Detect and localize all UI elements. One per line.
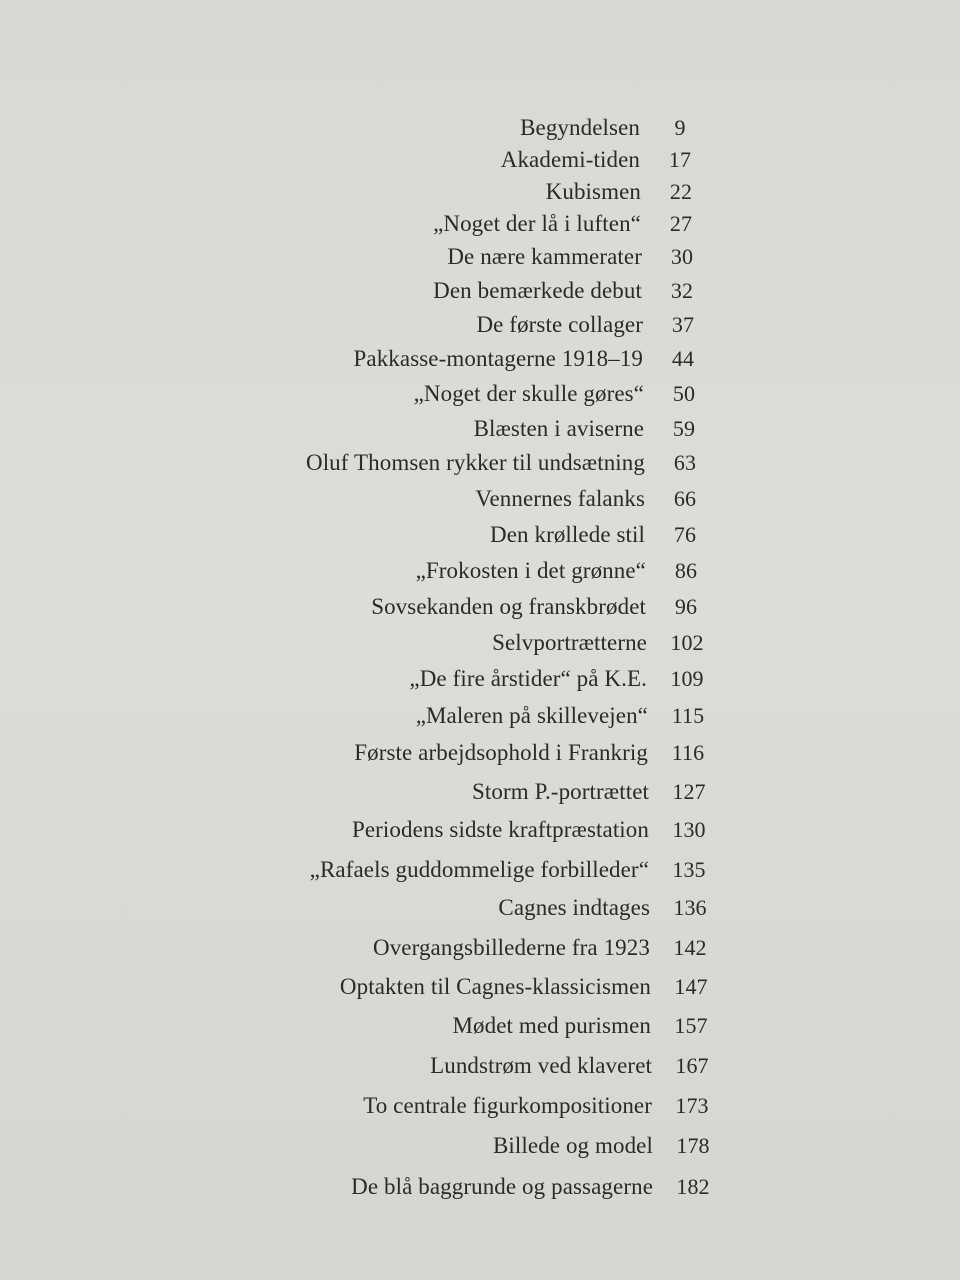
- toc-entry: [207, 666, 727, 692]
- toc-entry: [203, 312, 723, 338]
- toc-entry-page-number: 37: [671, 312, 695, 337]
- toc-entry-page-number: 182: [676, 1174, 710, 1199]
- toc-entry: [212, 1093, 732, 1119]
- toc-entry: [211, 1013, 731, 1039]
- toc-entry-page-number: 96: [674, 594, 698, 619]
- toc-entry-title: „De fire årstider“ på K.E.: [409, 666, 647, 691]
- toc-entry-page-number: 44: [671, 346, 695, 371]
- toc-entry-page-number: 127: [672, 779, 706, 804]
- toc-entry-title: „Noget der skulle gøres“: [413, 381, 644, 406]
- toc-entry-title: Cagnes indtages: [498, 895, 650, 920]
- toc-entry: [210, 935, 730, 961]
- toc-entry-page-number: 9: [674, 115, 686, 140]
- toc-entry-page-number: 109: [670, 666, 704, 691]
- toc-entry-title: Overgangsbillederne fra 1923: [372, 935, 650, 960]
- toc-entry-title: „Rafaels guddommelige forbilleder“: [309, 857, 649, 882]
- toc-entry-page-number: 142: [673, 935, 707, 960]
- toc-entry-page-number: 116: [671, 740, 705, 765]
- toc-entry-title: De blå baggrunde og passagerne: [351, 1174, 653, 1199]
- toc-entry-title: To centrale figurkompositioner: [363, 1093, 652, 1118]
- toc-entry-title: Periodens sidste kraftpræstation: [351, 817, 649, 842]
- toc-entry: [211, 974, 731, 1000]
- toc-entry-page-number: 157: [674, 1013, 708, 1038]
- toc-entry-page-number: 147: [674, 974, 708, 999]
- toc-entry-title: De nære kammerater: [447, 244, 642, 269]
- toc-entry-page-number: 30: [670, 244, 694, 269]
- toc-entry-title: Den bemærkede debut: [433, 278, 642, 303]
- toc-entry-title: Storm P.-portrættet: [472, 779, 649, 804]
- toc-entry-page-number: 173: [675, 1093, 709, 1118]
- toc-entry: [209, 857, 729, 883]
- toc-entry-page-number: 115: [671, 703, 705, 728]
- toc-entry: [208, 740, 728, 766]
- toc-entry-page-number: 136: [673, 895, 707, 920]
- toc-entry-page-number: 167: [675, 1053, 709, 1078]
- toc-entry: [207, 630, 727, 656]
- toc-entry: [208, 703, 728, 729]
- toc-entry: [205, 450, 725, 476]
- toc-entry: [206, 558, 726, 584]
- toc-entry-title: Sovsekanden og franskbrødet: [371, 594, 646, 619]
- toc-entry-page-number: 27: [669, 211, 693, 236]
- toc-entry: [213, 1133, 733, 1159]
- toc-entry-title: Selvportrætterne: [492, 630, 647, 655]
- toc-entry: [212, 1053, 732, 1079]
- toc-entry-title: Første arbejdsophold i Frankrig: [354, 740, 648, 765]
- toc-entry-title: Oluf Thomsen rykker til undsætning: [305, 450, 645, 475]
- toc-entry: [201, 211, 721, 237]
- toc-entry-title: Kubismen: [545, 179, 641, 204]
- toc-entry-page-number: 130: [672, 817, 706, 842]
- toc-entry-page-number: 135: [672, 857, 706, 882]
- toc-entry-title: Lundstrøm ved klaveret: [430, 1053, 652, 1078]
- toc-entry: [205, 522, 725, 548]
- toc-entry-title: Vennernes falanks: [475, 486, 645, 511]
- toc-entry: [200, 115, 720, 141]
- toc-entry: [201, 179, 721, 205]
- toc-entry: [202, 278, 722, 304]
- toc-entry-page-number: 32: [670, 278, 694, 303]
- toc-entry-title: Pakkasse-montagerne 1918–19: [353, 346, 643, 371]
- toc-entry-page-number: 63: [673, 450, 697, 475]
- toc-entry: [206, 594, 726, 620]
- toc-entry-title: „Frokosten i det grønne“: [415, 558, 646, 583]
- toc-entry: [205, 486, 725, 512]
- toc-entry-page-number: 66: [673, 486, 697, 511]
- toc-entry-title: Akademi-tiden: [500, 147, 640, 172]
- toc-entry: [204, 416, 724, 442]
- toc-entry: [200, 147, 720, 173]
- toc-entry-title: Begyndelsen: [520, 115, 640, 140]
- toc-entry: [203, 346, 723, 372]
- toc-entry: [210, 895, 730, 921]
- toc-entry-page-number: 102: [670, 630, 704, 655]
- toc-entry-page-number: 76: [673, 522, 697, 547]
- toc-entry-title: Den krøllede stil: [490, 522, 645, 547]
- toc-entry: [209, 779, 729, 805]
- toc-entry-title: „Maleren på skillevejen“: [415, 703, 648, 728]
- toc-entry: [202, 244, 722, 270]
- toc-entry-title: De første collager: [476, 312, 643, 337]
- toc-entry-page-number: 17: [668, 147, 692, 172]
- toc-entry-page-number: 59: [672, 416, 696, 441]
- toc-entry-page-number: 178: [676, 1133, 710, 1158]
- toc-entry: [213, 1174, 733, 1200]
- toc-entry-title: Mødet med purismen: [452, 1013, 651, 1038]
- toc-entry-page-number: 22: [669, 179, 693, 204]
- toc-entry-page-number: 50: [672, 381, 696, 406]
- toc-entry: [204, 381, 724, 407]
- toc-entry-page-number: 86: [674, 558, 698, 583]
- toc-entry-title: „Noget der lå i luften“: [433, 211, 641, 236]
- toc-entry-title: Optakten til Cagnes-klassicismen: [339, 974, 651, 999]
- toc-entry-title: Blæsten i aviserne: [473, 416, 644, 441]
- toc-entry-title: Billede og model: [492, 1133, 653, 1158]
- toc-entry: [209, 817, 729, 843]
